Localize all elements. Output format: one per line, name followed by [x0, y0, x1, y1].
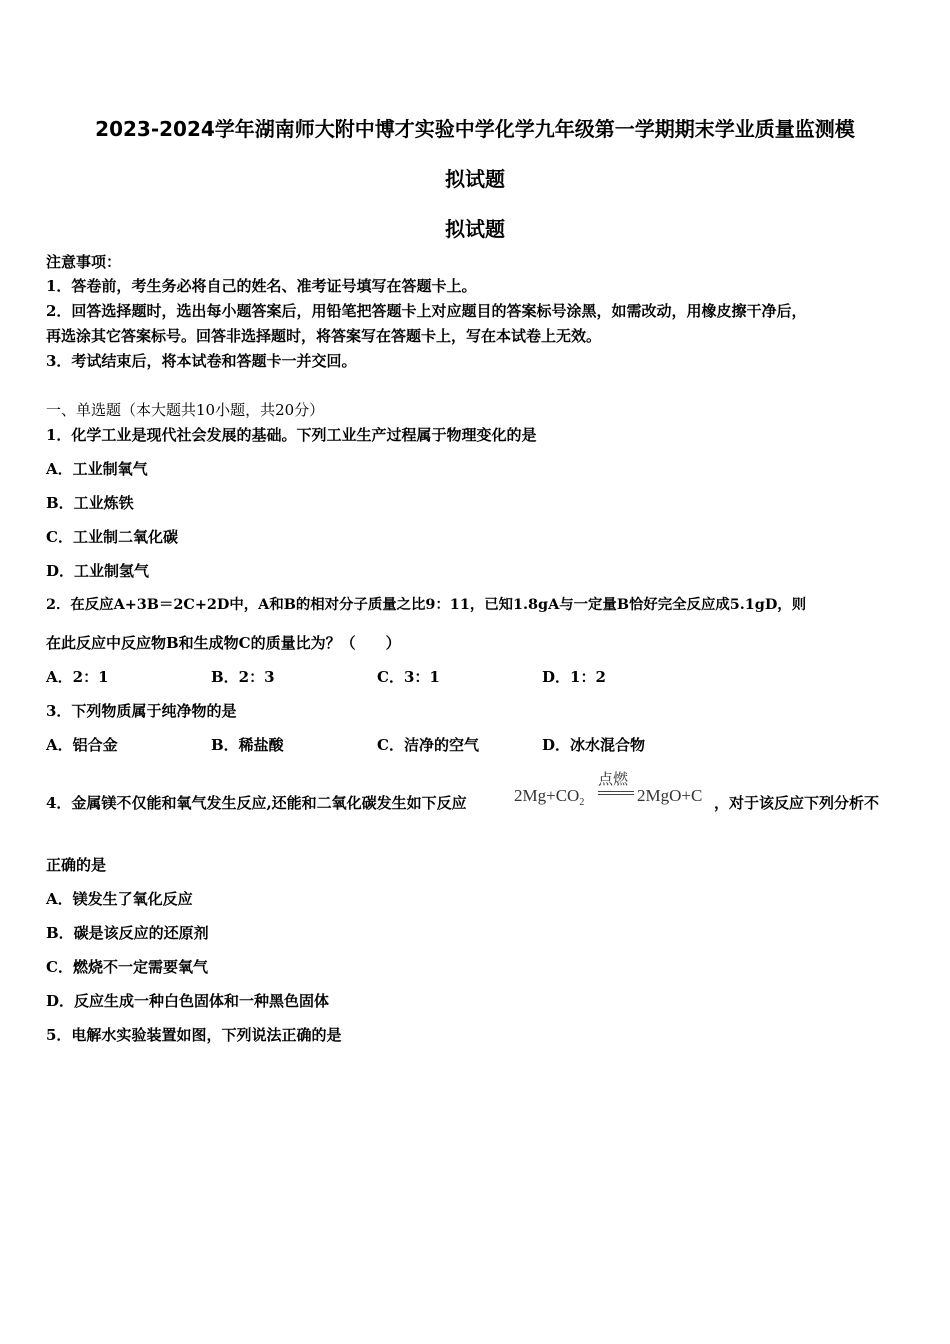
notice-item-2-line2: 再选涂其它答案标号。回答非选择题时，将答案写在答题卡上，写在本试卷上无效。 [46, 327, 602, 345]
question-1-option-a: A．工业制氧气 [46, 460, 148, 478]
question-3-option-d: D．冰水混合物 [542, 736, 646, 754]
question-1-option-d: D．工业制氢气 [46, 562, 150, 580]
question-4-option-a: A．镁发生了氧化反应 [46, 890, 193, 908]
question-2-option-b: B．2：3 [211, 668, 275, 686]
equation-bar-top [598, 791, 634, 792]
equation-subscript: 2 [579, 797, 585, 808]
question-4-option-b: B．碳是该反应的还原剂 [46, 924, 209, 942]
question-3-stem: 3．下列物质属于纯净物的是 [46, 702, 237, 720]
exam-title-line3: 拟试题 [445, 217, 505, 241]
equation-reactants [514, 786, 584, 808]
question-1-option-c: C．工业制二氧化碳 [46, 528, 178, 546]
notice-item-1: 1．答卷前，考生务必将自己的姓名、准考证号填写在答题卡上。 [46, 277, 477, 295]
notice-heading: 注意事项： [46, 253, 122, 271]
exam-title-line2: 拟试题 [445, 167, 505, 191]
section-heading: 一、单选题（本大题共10小题，共20分） [46, 401, 325, 419]
question-2-stem-line1: 2．在反应A+3B＝2C+2D中，A和B的相对分子质量之比9：11，已知1.8gA与一定量B恰好完全反应成5.1gD，则 [46, 596, 807, 613]
question-2-option-d: D．1：2 [542, 668, 606, 686]
notice-item-2-line1: 2．回答选择题时，选出每小题答案后，用铅笔把答题卡上对应题目的答案标号涂黑，如需改动，用橡皮擦干净后， [46, 302, 807, 320]
notice-item-3: 3．考试结束后，将本试卷和答题卡一并交回。 [46, 352, 357, 370]
question-3-option-a: A．铝合金 [46, 736, 118, 754]
question-2-option-a: A．2：1 [46, 668, 109, 686]
equation-left-text: 2Mg+CO [514, 786, 580, 805]
equation-condition: 点燃 [598, 772, 629, 788]
question-4-option-d: D．反应生成一种白色固体和一种黑色固体 [46, 992, 330, 1010]
question-5-stem: 5．电解水实验装置如图，下列说法正确的是 [46, 1026, 342, 1044]
exam-title-line1: 2023-2024学年湖南师大附中博才实验中学化学九年级第一学期期末学业质量监测模 [95, 117, 855, 141]
chemical-equation [514, 768, 714, 812]
question-1-option-b: B．工业炼铁 [46, 494, 134, 512]
question-3-option-b: B．稀盐酸 [211, 736, 284, 754]
question-1-stem: 1．化学工业是现代社会发展的基础。下列工业生产过程属于物理变化的是 [46, 426, 537, 444]
question-4-stem-after: ，对于该反应下列分析不 [714, 794, 880, 812]
question-3-option-c: C．洁净的空气 [377, 736, 479, 754]
question-4-stem-line2: 正确的是 [46, 856, 107, 874]
question-4-stem-before: 4．金属镁不仅能和氧气发生反应,还能和二氧化碳发生如下反应 [46, 794, 467, 812]
question-4-option-c: C．燃烧不一定需要氧气 [46, 958, 208, 976]
question-2-option-c: C．3：1 [377, 668, 440, 686]
equation-products: 2MgO+C [637, 786, 703, 805]
equation-bar-bottom [598, 794, 634, 795]
question-2-stem-line2: 在此反应中反应物B和生成物C的质量比为？（ ） [46, 634, 401, 652]
